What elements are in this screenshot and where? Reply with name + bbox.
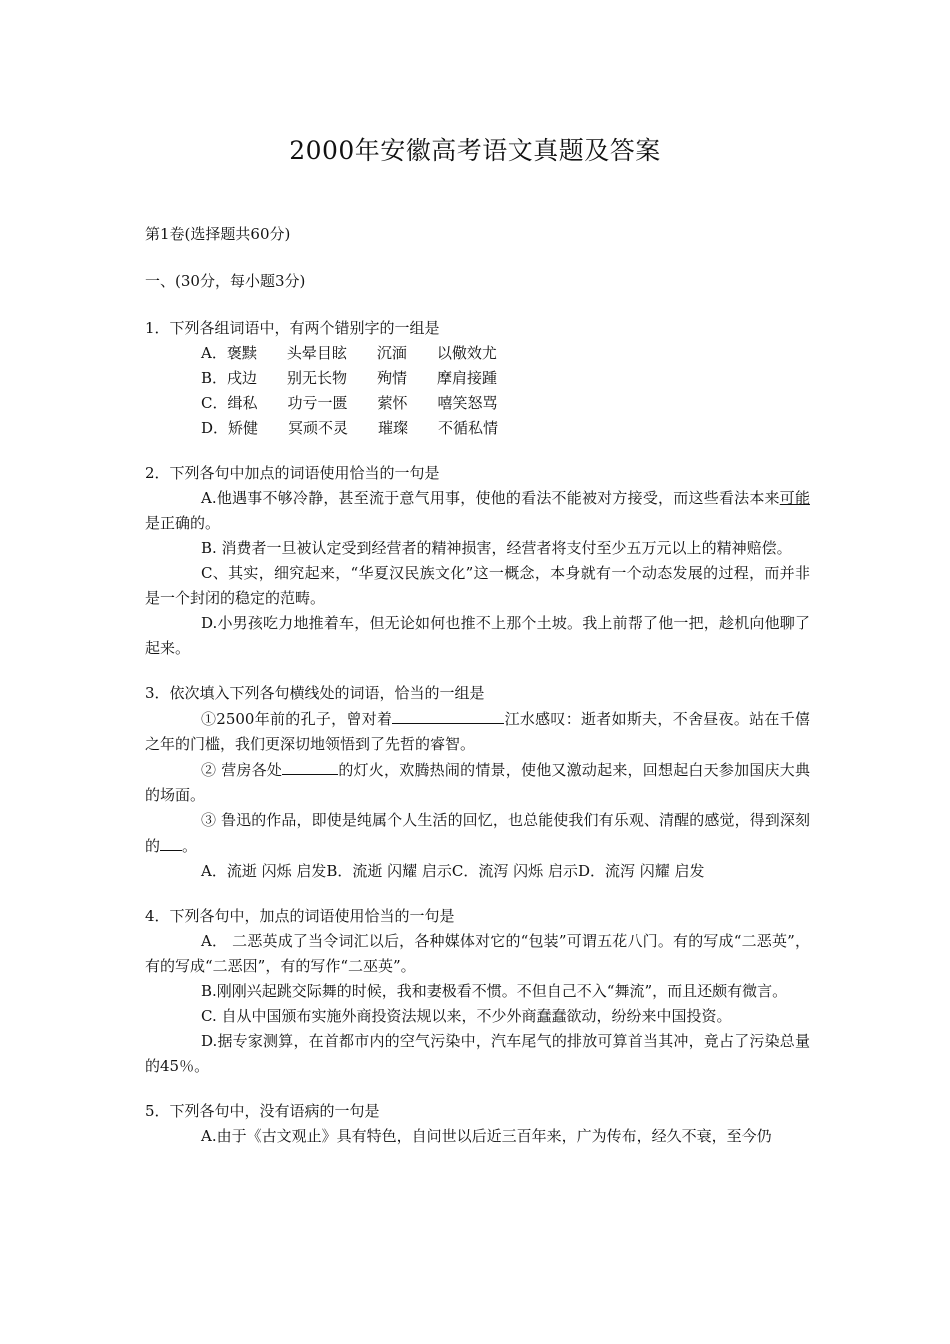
- question-1-option-b: B．戌边 别无长物 殉情 摩肩接踵: [201, 369, 498, 387]
- question-2-option-b: B. 消费者一旦被认定受到经营者的精神损害，经营者将支付至少五万元以上的精神赔偿。: [201, 539, 792, 557]
- question-4-stem: 4．下列各句中，加点的词语使用恰当的一句是: [145, 907, 455, 925]
- question-3-sentence-1: ①2500年前的孔子，曾对着 江水感叹：逝者如斯夫，不舍昼夜。站在千僖之年的门槛，我们更深切地领悟到了先哲的睿智。: [145, 706, 810, 757]
- question-1-option-c: C．缉私 功亏一匮 萦怀 嘻笑怒骂: [201, 394, 498, 412]
- question-2-option-c: C、其实，细究起来，“华夏汉民族文化”这一概念，本身就有一个动态发展的过程，而并非是一个封闭的稳定的范畴。: [145, 564, 810, 607]
- question-3-stem: 3．依次填入下列各句横线处的词语，恰当的一组是: [145, 684, 485, 702]
- question-4-option-a: A． 二恶英成了当令词汇以后，各种媒体对它的“包装”可谓五花八门。有的写成“二恶英”，有的写成“二恶因”，有的写作“二巫英”。: [145, 932, 810, 975]
- question-4-option-b: B.刚刚兴起跳交际舞的时候，我和妻极看不惯。不但自己不入“舞流”，而且还颇有微言。: [201, 982, 788, 1000]
- question-1-stem: 1．下列各组词语中，有两个错别字的一组是: [145, 319, 440, 337]
- document-title: 2000年安徽高考语文真题及答案: [289, 136, 661, 165]
- question-4-option-c: C. 自从中国颁布实施外商投资法规以来，不少外商蠢蠢欲动，纷纷来中国投资。: [201, 1007, 732, 1025]
- question-1-option-d: D．矫健 冥顽不灵 璀璨 不循私情: [201, 419, 499, 437]
- question-1-option-a: A．褒黩 头晕目眩 沉湎 以儆效尤: [201, 344, 497, 362]
- question-3-sentence-2: ② 营房各处 的灯火，欢腾热闹的情景，使他又激动起来，回想起白天参加国庆大典的场面。: [145, 757, 810, 808]
- document-body: [145, 222, 810, 1149]
- question-2-option-a: A.他遇事不够冷静，甚至流于意气用事，使他的看法不能被对方接受，而这些看法本来可能是正确的。: [145, 489, 810, 532]
- fill-blank: [160, 833, 182, 851]
- question-3-sentence-3: ③ 鲁迅的作品，即使是纯属个人生活的回忆，也总能使我们有乐观、清醒的感觉，得到深刻的 。: [145, 811, 810, 855]
- question-5-stem: 5．下列各句中，没有语病的一句是: [145, 1102, 380, 1120]
- question-3-options: A．流逝 闪烁 启发B．流逝 闪耀 启示C．流泻 闪烁 启示D．流泻 闪耀 启发: [201, 862, 705, 880]
- question-5-option-a: A.由于《古文观止》具有特色，自问世以后近三百年来，广为传布，经久不衰，至今仍: [201, 1127, 772, 1145]
- underlined-word: 可能: [779, 489, 810, 507]
- part-heading: 一、(30分，每小题3分): [145, 272, 306, 290]
- question-4-option-d: D.据专家测算，在首都市内的空气污染中，汽车尾气的排放可算首当其冲，竟占了污染总量的45％。: [145, 1032, 810, 1075]
- fill-blank: [282, 757, 338, 775]
- question-2-stem: 2．下列各句中加点的词语使用恰当的一句是: [145, 464, 440, 482]
- question-2-option-d: D.小男孩吃力地推着车，但无论如何也推不上那个土坡。我上前帮了他一把，趁机向他聊了起来。: [145, 614, 810, 657]
- section-heading: 第1卷(选择题共60分): [145, 225, 291, 243]
- fill-blank: [392, 706, 504, 724]
